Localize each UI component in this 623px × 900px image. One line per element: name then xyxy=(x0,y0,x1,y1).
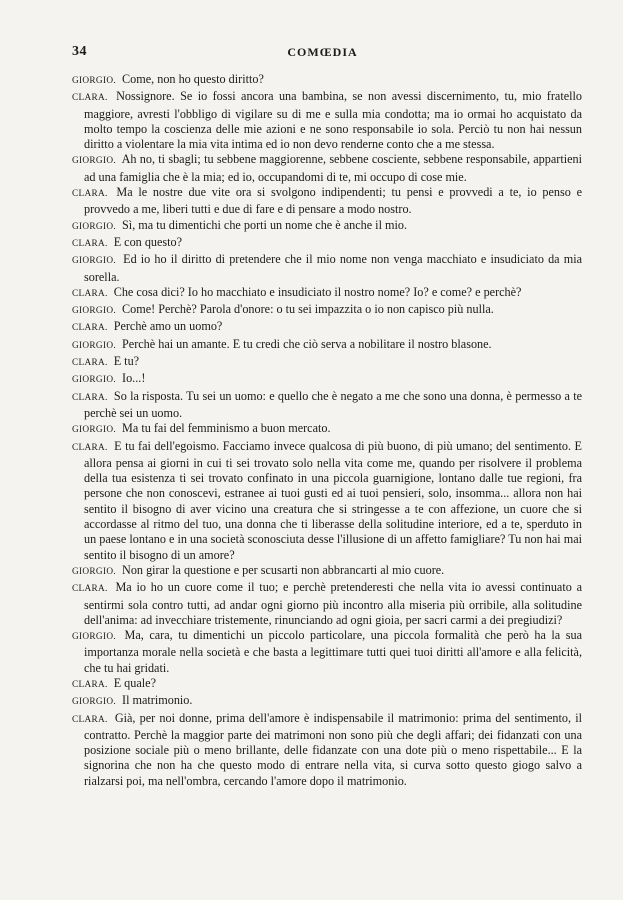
line-text: Non girar la questione e per scusarti non abbrancarti al mio cuore. xyxy=(122,562,445,577)
line-text: Ed io ho il diritto di pretendere che il mio nome non venga macchiato e insudiciato da mia sorella. xyxy=(84,252,582,284)
page-header xyxy=(72,44,573,60)
line-text: Come! Perchè? Parola d'onore: o tu sei impazzita o io non capisco più nulla. xyxy=(122,302,494,317)
speaker-name: CLARA. xyxy=(72,392,108,403)
line-text: Ma le nostre due vite ora si svolgono indipendenti; tu pensi e provvedi a te, io penso e provvedo a me, liberi tutti e due di fare e di pensare a modo nostro. xyxy=(84,185,583,217)
speaker-name: CLARA. xyxy=(72,584,108,595)
line-text: Nossignore. Se io fossi ancora una bambina, se non avessi discernimento, tu, mio fratello maggiore, avresti l'obbligo di vigilare su di me e sulla mia condotta; ma io ormai ho acquistato da molto tempo la coscienza delle mie azioni e ne sono responsabile io sola. Perciò tu non hai nessun diritto a violentare la mia vita intima ed io non devo renderne conto che a me stessa. xyxy=(84,89,582,152)
speaker-name: CLARA. xyxy=(72,323,108,334)
dialogue-line xyxy=(72,72,582,89)
speaker-name: CLARA. xyxy=(72,238,108,249)
speaker-name: GIORGIO. xyxy=(72,566,116,577)
line-text: Sì, ma tu dimentichi che porti un nome che è anche il mio. xyxy=(122,217,408,232)
speaker-name: GIORGIO. xyxy=(72,340,116,351)
line-text: Il matrimonio. xyxy=(122,693,193,708)
dialogue-line xyxy=(72,337,582,354)
line-text: E tu fai dell'egoismo. Facciamo invece qualcosa di più buono, di più umano; del sentimento. E allora pensa ai giorni in cui ti sei trovato solo nella vita come me, quando per risolvere il problema della tua esistenza ti sei trovato confinato in una piccola guarnigione, lontano dalle tue regioni, fra persone che non conoscevi, estranee ai tuoi gusti ed ai tuoi pensieri, solo, insomma... allora non hai sentito il bisogno di aver vicino una creatura che si stringesse a te con affezione, un cuore che si accordasse al ritmo del tuo, una donna che ti liberasse della solitudine interiore, ed a te, sperduto in un paese lontano e in una società sconosciuta desse l'illusione di un affetto famigliare? Tu non hai mai sentito il bisogno di un amore? xyxy=(84,438,583,562)
speaker-name: CLARA. xyxy=(72,714,108,725)
speaker-name: GIORGIO. xyxy=(72,306,116,317)
dialogue-line xyxy=(72,152,582,185)
line-text: Ma io ho un cuore come il tuo; e perchè pretenderesti che nella vita io avessi continuato a sentirmi sola contro tutti, ad andar ogni giorno più incontro alla miseria più orribile, alla solitudine dell'anima: ad invecchiare tristemente, rinunciando ad ogni gioia, per sacri carmi a dei pregiudizi? xyxy=(84,580,582,627)
dialogue-line xyxy=(72,185,582,218)
line-text: Ma tu fai del femminismo a buon mercato. xyxy=(122,421,331,436)
dialogue-line xyxy=(72,89,582,152)
dialogue-line xyxy=(72,354,582,371)
dialogue-line xyxy=(72,235,582,252)
line-text: E tu? xyxy=(113,354,140,369)
speaker-name: CLARA. xyxy=(72,442,108,453)
line-text: Che cosa dici? Io ho macchiato e insudiciato il nostro nome? Io? e come? e perchè? xyxy=(113,284,522,299)
speaker-name: GIORGIO. xyxy=(72,256,116,267)
speaker-name: CLARA. xyxy=(72,358,108,369)
dialogue-line xyxy=(72,389,582,422)
line-text: Ah no, ti sbagli; tu sebbene maggiorenne, sebbene cosciente, sebbene responsabile, appartieni ad una famiglia che è la mia; ed io, occupandomi di te, mi occupo di cose mie. xyxy=(84,152,583,184)
dialogue-line xyxy=(72,285,582,302)
line-text: Già, per noi donne, prima dell'amore è indispensabile il matrimonio: prima del sentimento, il contratto. Perchè la maggior parte dei matrimoni non sono più che degli affari; dei fidanzati con una posizione sociale più o meno brillante, delle fidanzate con una dote più o meno rispettabile... E la signorina che non ha che questo modo di entrare nella vita, si curva sotto questo giogo salvo a rialzarsi poi, ma nell'ombra, cercando l'amore dopo il matrimonio. xyxy=(84,710,582,788)
line-text: Perchè hai un amante. E tu credi che ciò serva a nobilitare il nostro blasone. xyxy=(122,336,492,351)
speaker-name: GIORGIO. xyxy=(72,76,116,86)
line-text: E quale? xyxy=(113,675,156,690)
dialogue-line xyxy=(72,252,582,285)
dialogue-line xyxy=(72,628,582,676)
line-text: So la risposta. Tu sei un uomo: e quello che è negato a me che sono una donna, è permesso a te perchè sei un uomo. xyxy=(84,388,582,420)
dialogue-line xyxy=(72,371,582,388)
line-text: Io...! xyxy=(122,371,146,386)
dialogue-line xyxy=(72,319,582,336)
line-text: E con questo? xyxy=(113,234,183,249)
speaker-name: GIORGIO. xyxy=(72,221,116,232)
line-text: Ma, cara, tu dimentichi un piccolo particolare, una piccola formalità che però ha la sua importanza morale nella società e che basta a legittimare tutti quei tuoi diritti all'amore e alla felicità, che tu hai gridati. xyxy=(84,628,583,675)
speaker-name: GIORGIO. xyxy=(72,632,116,643)
speaker-name: CLARA. xyxy=(72,93,108,104)
speaker-name: CLARA. xyxy=(72,288,108,299)
dialogue-line xyxy=(72,563,582,580)
speaker-name: GIORGIO. xyxy=(72,697,116,708)
speaker-name: CLARA. xyxy=(72,189,108,200)
speaker-name: CLARA. xyxy=(72,679,108,690)
dialogue-line xyxy=(72,439,582,563)
line-text: Perchè amo un uomo? xyxy=(113,319,223,334)
dialogue-body xyxy=(72,72,582,789)
line-text: Come, non ho questo diritto? xyxy=(122,72,264,86)
page-number: 34 xyxy=(72,44,87,59)
dialogue-line xyxy=(72,693,582,710)
dialogue-line xyxy=(72,711,582,789)
dialogue-line xyxy=(72,218,582,235)
running-title: COMŒDIA xyxy=(287,45,358,59)
dialogue-line xyxy=(72,302,582,319)
speaker-name: GIORGIO. xyxy=(72,425,116,436)
dialogue-line xyxy=(72,580,582,628)
dialogue-line xyxy=(72,676,582,693)
speaker-name: GIORGIO. xyxy=(72,156,116,167)
speaker-name: GIORGIO. xyxy=(72,375,116,386)
dialogue-line xyxy=(72,421,582,438)
